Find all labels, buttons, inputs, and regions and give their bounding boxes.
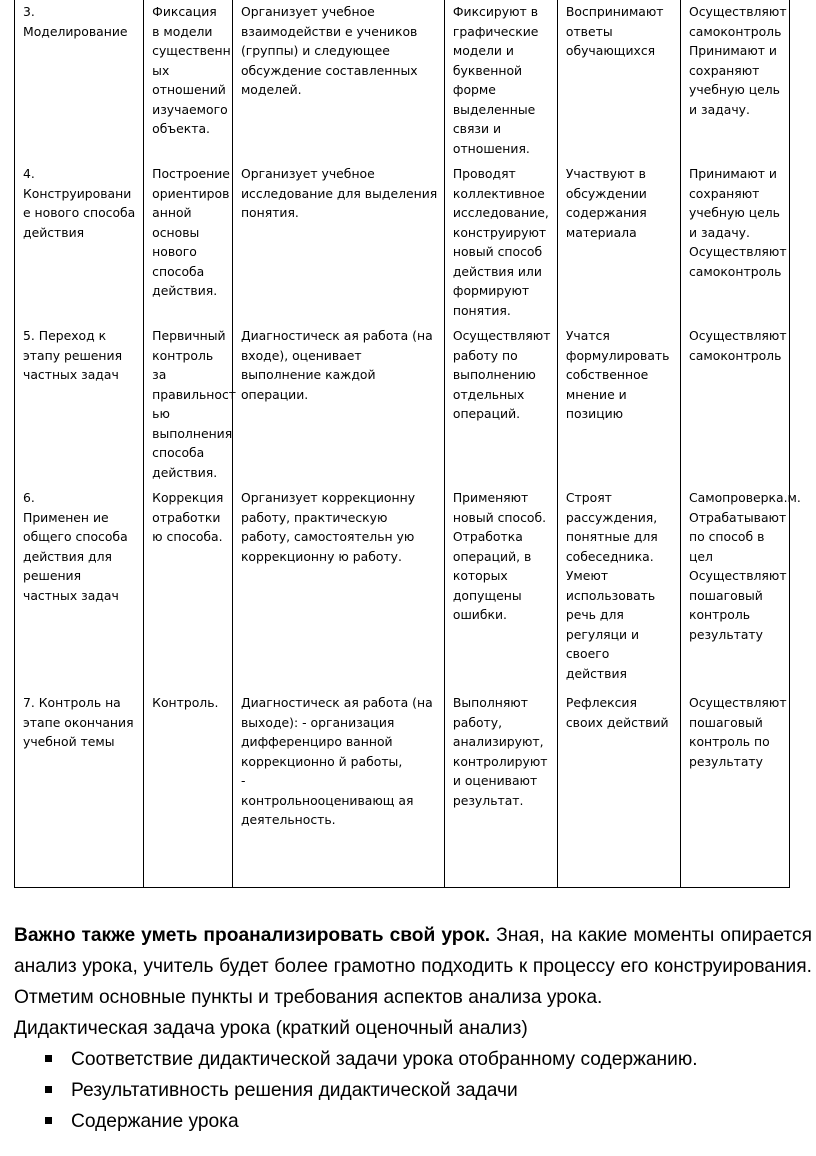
regulative-uud-cell: Осуществляют самоконтроль Принимают и сохраняют учебную цель и задачу. <box>680 0 789 162</box>
student-activity-cell: Осуществляют работу по выполнению отдельных операций. <box>444 324 557 486</box>
stage-cell: 5. Переход к этапу решения частных задач <box>15 324 144 486</box>
stage-cell: 6. Применен ие общего способа действия для решения частных задач <box>15 486 144 691</box>
goal-cell: Контроль. <box>144 691 233 887</box>
square-bullet-icon <box>45 1086 52 1093</box>
goal-cell: Первичный контроль за правильност ью выполнения способа действия. <box>144 324 233 486</box>
teacher-activity-cell: Организует учебное взаимодействи е учеников (группы) и следующее обсуждение составленных моделей. <box>232 0 444 162</box>
intro-text: Зная, на какие моменты опирается анализ урока, учитель будет более грамотно подходить к процессу его конструирования. Отметим основные пункты и требования аспектов анализа урока. <box>14 925 812 1008</box>
teacher-activity-cell: Диагностическ ая работа (на выходе): - организация дифференциро ванной коррекционно й работы, - контрольнооценивающ ая деятельность. <box>232 691 444 887</box>
teacher-activity-cell: Диагностическ ая работа (на входе), оценивает выполнение каждой операции. <box>232 324 444 486</box>
list-item <box>14 1044 812 1075</box>
student-activity-cell: Применяют новый способ. Отработка операций, в которых допущены ошибки. <box>444 486 557 691</box>
criteria-list <box>14 1044 812 1137</box>
stage-cell: 3. Моделирование <box>15 0 144 162</box>
square-bullet-icon <box>45 1055 52 1062</box>
cognitive-uud-cell: Участвуют в обсуждении содержания материала <box>557 162 680 324</box>
cognitive-uud-cell: Воспринимают ответы обучающихся <box>557 0 680 162</box>
table-row <box>15 162 790 324</box>
student-activity-cell: Фиксируют в графические модели и буквенной форме выделенные связи и отношения. <box>444 0 557 162</box>
section-subheading: Дидактическая задача урока (краткий оценочный анализ) <box>14 1018 528 1039</box>
goal-cell: Построение ориентиров анной основы нового способа действия. <box>144 162 233 324</box>
student-activity-cell: Проводят коллективное исследование, конструируют новый способ действия или формируют понятия. <box>444 162 557 324</box>
teacher-activity-cell: Организует коррекционну работу, практическую работу, самостоятельн ую коррекционну ю работу. <box>232 486 444 691</box>
table-row <box>15 324 790 486</box>
regulative-uud-cell: Осуществляют пошаговый контроль по результату <box>680 691 789 887</box>
intro-bold-text: Важно также уметь проанализировать свой урок. <box>14 925 491 946</box>
table-row <box>15 486 790 691</box>
goal-cell: Коррекция отработки ю способа. <box>144 486 233 691</box>
stage-cell: 7. Контроль на этапе окончания учебной темы <box>15 691 144 887</box>
regulative-uud-cell: Принимают и сохраняют учебную цель и задачу. Осуществляют самоконтроль <box>680 162 789 324</box>
cognitive-uud-cell: Учатся формулировать собственное мнение и позицию <box>557 324 680 486</box>
lesson-analysis-section <box>14 920 812 1137</box>
list-item <box>14 1106 812 1137</box>
intro-paragraph <box>14 920 812 1013</box>
list-item-text: Содержание урока <box>71 1111 239 1132</box>
teacher-activity-cell: Организует учебное исследование для выделения понятия. <box>232 162 444 324</box>
regulative-uud-cell: Самопроверка.м. Отрабатывают по способ в цел Осуществляют пошаговый контроль результату <box>680 486 789 691</box>
regulative-uud-cell: Осуществляют самоконтроль <box>680 324 789 486</box>
list-item-text: Соответствие дидактической задачи урока отобранному содержанию. <box>71 1049 698 1070</box>
student-activity-cell: Выполняют работу, анализируют, контролируют и оценивают результат. <box>444 691 557 887</box>
square-bullet-icon <box>45 1117 52 1124</box>
lesson-stages-table <box>14 0 801 888</box>
table-row <box>15 0 790 162</box>
table-row <box>15 691 790 887</box>
cognitive-uud-cell: Строят рассуждения, понятные для собеседника. Умеют использовать речь для регуляци и своего действия <box>557 486 680 691</box>
cognitive-uud-cell: Рефлексия своих действий <box>557 691 680 887</box>
stage-cell: 4. Конструировани е нового способа действия <box>15 162 144 324</box>
goal-cell: Фиксация в модели существенн ых отношений изучаемого объекта. <box>144 0 233 162</box>
list-item-text: Результативность решения дидактической задачи <box>71 1080 518 1101</box>
list-item <box>14 1075 812 1106</box>
